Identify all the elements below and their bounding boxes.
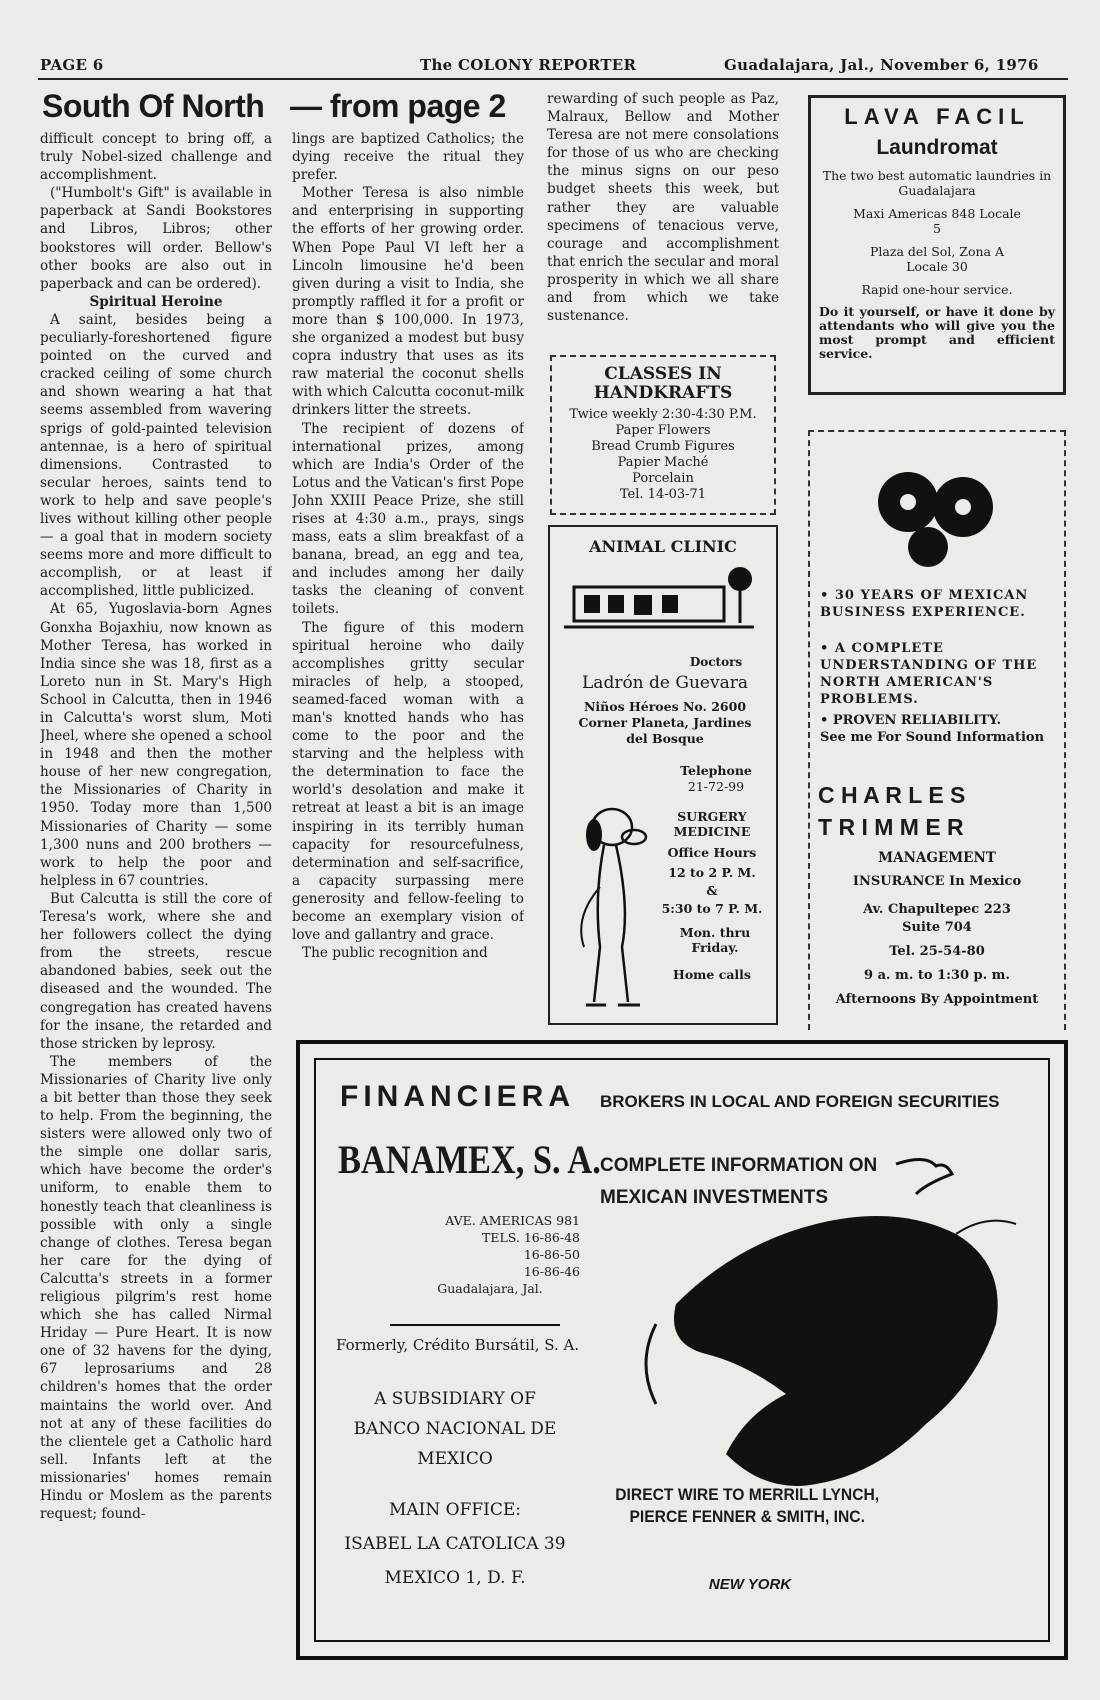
paragraph: A saint, besides being a peculiarly-foreshortened figure pointed on the curved and cracked ceiling of some church and shown wearing a hat that seems assembled from wavering sprigs of gold-painted television antennae, is a hero of spiritual dimensions. Contrasted to secular heroes, saints tend to work to help and save people's lives without killing other people — a goal that in modern society seems more and more difficult to accomplish, or at least if accomplished, little publicized. — [40, 311, 272, 600]
agent-first-name: C H A R L E S — [818, 782, 966, 808]
clinic-services: SURGERY MEDICINE — [673, 809, 751, 839]
paragraph: The recipient of dozens of international prizes, among which are India's Order of the Lotus and the Vatican's first Pope John XXIII Peace Prize, she still rises at 4:30 a.m., prays, sings mass, eats a slim breakfast of a banana, bread, an egg and tea, and includes among her daily tasks the cleaning of convent toilets. — [292, 420, 524, 618]
handkrafts-ad — [550, 355, 776, 515]
telephone-label: Telephone — [680, 763, 752, 778]
lava-facil-ad — [808, 95, 1066, 395]
doctor-name: Ladrón de Guevara — [582, 673, 748, 693]
paragraph: Mother Teresa is also nimble and enterprising in supporting the efforts of her growing order. When Pope Paul VI left her a Lincoln limousine he'd been given during a visit to India, she promptly raffled it for a profit or more than $ 100,000. In 1973, she organized a modest but busy copra industry that uses as its raw material the coconut shells with which Calcutta coconut-milk drinkers litter the streets. — [292, 185, 524, 419]
agent-hours: 9 a. m. to 1:30 p. m. — [864, 968, 1010, 983]
main-office-address-1: ISABEL LA CATOLICA 39 — [344, 1534, 566, 1554]
bullet-text: PROVEN RELIABILITY. — [832, 713, 1002, 728]
clinic-title: ANIMAL CLINIC — [589, 537, 737, 556]
headline-right: — from page 2 — [290, 88, 506, 124]
insurance-bullet-1: • 30 YEARS OF MEXICAN BUSINESS EXPERIENCE. — [820, 588, 1029, 620]
address-line: Guadalajara, Jal. — [437, 1281, 543, 1296]
doctors-label: Doctors — [689, 655, 743, 669]
home-calls: Home calls — [673, 967, 751, 982]
main-office-address-2: MEXICO 1, D. F. — [384, 1568, 526, 1588]
ad-line: Papier Maché — [617, 455, 709, 470]
divider — [390, 1324, 560, 1326]
address-line: 16-86-46 — [523, 1264, 580, 1279]
agent-last-name: T R I M M E R — [818, 814, 964, 840]
main-office-label: MAIN OFFICE: — [388, 1500, 522, 1520]
insurance-label: INSURANCE In Mexico — [852, 874, 1022, 889]
paragraph: difficult concept to bring off, a truly Nobel-sized challenge and accomplishment. — [40, 131, 272, 184]
direct-wire-line: DIRECT WIRE TO MERRILL LYNCH, PIERCE FENNER & SMITH, INC. — [615, 1485, 880, 1526]
agent-address-2: Suite 704 — [902, 920, 972, 935]
office-hours-label: Office Hours — [667, 845, 757, 860]
paragraph: lings are baptized Catholics; the dying receive the ritual they prefer. — [292, 131, 524, 184]
ad-line: Twice weekly 2:30-4:30 P.M. — [569, 407, 757, 422]
lava-location-1: Maxi Americas 848 Locale 5 — [853, 206, 1021, 236]
article-column-3 — [547, 90, 779, 345]
paragraph: The figure of this modern spiritual heroine who daily accomplishes gritty secular miracles of help, a stooped, seamed-faced woman with a man's knotted hands who has come to the poor and the starving and the helpless with the determination to face the world's desolation and make it retreat at least a bit is an image inspiring in its terribly human capacity for resourcefulness, determination and self-sacrifice, a capacity surpassing mere generosity and fellow-feeling to become an exemplary vision of love and gallantry and grace. — [292, 619, 524, 944]
insurance-bullet-2: • A COMPLETE UNDERSTANDING OF THE NORTH AMERICAN'S PROBLEMS. — [820, 641, 1038, 707]
article-column-1 — [40, 130, 272, 1640]
ad-line: Tel. 14-03-71 — [619, 487, 707, 502]
agent-address-1: Av. Chapultepec 223 — [863, 902, 1011, 917]
brokers-line: BROKERS IN LOCAL AND FOREIGN SECURITIES — [600, 1092, 1000, 1111]
office-hours-1: 12 to 2 P. M. — [668, 865, 756, 880]
office-days: Mon. thru Friday. — [679, 925, 751, 955]
paragraph: At 65, Yugoslavia-born Agnes Gonxha Bojaxhiu, now known as Mother Teresa, has worked in India since she was 18, first as a Loreto nun in St. Mary's High School in Calcutta, then in 1946 in Calcutta's worst slum, Moti Jheel, where she opened a school in 1948 and then the mother house of her new congregation, the Missionaries of Charity in 1950. Today more than 1,500 Missionaries of Charity — some 1,300 nuns and 200 brothers — work to help the poor and helpless in 67 countries. — [40, 601, 272, 889]
telephone-number: 21-72-99 — [687, 779, 745, 794]
paragraph: rewarding of such people as Paz, Malraux, Bellow and Mother Teresa are not mere consolations for those of us who are checking the minus signs on our peso budget sheets this week, but rather they are valuable specimens of tenacious verve, courage and accomplishment that enrich the secular and moral prosperity in which we all share and from which we take sustenance. — [547, 91, 779, 325]
management-label: MANAGEMENT — [878, 850, 996, 866]
headline-left: South Of North — [42, 88, 265, 124]
subheading: Spiritual Heroine — [89, 293, 223, 310]
address-line: TELS. 16-86-48 — [482, 1230, 580, 1245]
insurance-bullet-3: • PROVEN RELIABILITY. See me For Sound Information — [820, 713, 1045, 745]
office-hours-2: 5:30 to 7 P. M. — [661, 901, 763, 916]
paragraph: ("Humbolt's Gift" is available in paperback at Sandi Bookstores and Libros, Libros; other bookstores will order. Bellow's other books are also out in paperback and can be ordered). — [40, 185, 272, 292]
paragraph: The public recognition and — [302, 945, 488, 962]
mexico-map-illustration — [596, 1154, 1046, 1514]
bullet-text: See me For Sound Information — [820, 730, 1045, 745]
clinic-building-illustration — [564, 565, 764, 635]
page-number: PAGE 6 — [40, 56, 104, 74]
gears-icon — [868, 452, 1008, 572]
subsidiary-line: A SUBSIDIARY OF BANCO NACIONAL DE MEXICO — [353, 1389, 557, 1469]
article-column-2 — [292, 130, 524, 1030]
paragraph: But Calcutta is still the core of Teresa's work, where she and her followers collect the dying from the streets, rescue abandoned babies, seek out the diseased and the wounded. The congregation has created havens for the insane, the retarded and those stricken by leprosy. — [40, 890, 272, 1052]
ad-line: Porcelain — [632, 471, 694, 486]
agent-telephone: Tel. 25-54-80 — [889, 944, 985, 959]
new-york-label: NEW YORK — [708, 1576, 792, 1593]
ad-line: Paper Flowers — [615, 423, 711, 438]
financiera-ad — [296, 1040, 1068, 1660]
insurance-ad — [808, 430, 1066, 1030]
bullet-text: 30 YEARS OF MEXICAN BUSINESS EXPERIENCE. — [820, 588, 1029, 620]
address-line: 16-86-50 — [523, 1247, 580, 1262]
investment-info: COMPLETE INFORMATION ON MEXICAN INVESTMENTS — [600, 1155, 878, 1208]
lava-service: Rapid one-hour service. — [861, 282, 1013, 297]
bullet-text: A COMPLETE UNDERSTANDING OF THE NORTH AMERICAN'S PROBLEMS. — [820, 641, 1038, 707]
financiera-title: FINANCIERA — [340, 1080, 575, 1113]
dog-cartoon-illustration — [564, 797, 664, 1017]
ad-title: CLASSES IN HANDKRAFTS — [593, 364, 733, 403]
lava-subtitle: Laundromat — [876, 136, 998, 159]
agent-appointment: Afternoons By Appointment — [835, 992, 1039, 1007]
office-hours-amp: & — [706, 883, 718, 898]
financiera-address — [360, 1212, 580, 1297]
formerly-line: Formerly, Crédito Bursátil, S. A. — [336, 1336, 580, 1354]
lava-footer: Do it yourself, or have it done by attendants who will give you the most prompt and efficient service. — [819, 304, 1055, 361]
clinic-address: Niños Héroes No. 2600 Corner Planeta, Jardines del Bosque — [578, 699, 752, 746]
lava-desc: The two best automatic laundries in Guadalajara — [822, 168, 1052, 198]
dateline: Guadalajara, Jal., November 6, 1976 — [724, 56, 1039, 74]
masthead-rule — [38, 78, 1068, 80]
lava-location-2: Plaza del Sol, Zona A Locale 30 — [870, 244, 1004, 274]
lava-title: LAVA FACIL — [844, 104, 1030, 129]
animal-clinic-ad — [548, 525, 778, 1025]
ad-line: Bread Crumb Figures — [591, 439, 735, 454]
paragraph: The members of the Missionaries of Charity live only a bit better than those they seek to help. From the beginning, the sisters were allowed only two of the simple one dollar saris, which have become the order's uniform, to enable them to honestly teach that cleanliness is possible with only a single change of clothes. Teresa began her care for the dying of Calcutta's streets in a former religious pilgrim's rest home which she has called Nirmal Hriday — Pure Heart. It is now one of 32 havens for the dying, 67 leprosariums and 28 children's homes that the order maintains the world over. And not at any of these facilities do the clientele get a Catholic hard sell. Infants left at the missionaries' homes remain Hindu or Moslem as the parents request; found- — [40, 1053, 272, 1523]
paper-name: The COLONY REPORTER — [420, 56, 637, 74]
address-line: AVE. AMERICAS 981 — [445, 1213, 580, 1228]
banamex-title: BANAMEX, S. A. — [338, 1137, 601, 1182]
